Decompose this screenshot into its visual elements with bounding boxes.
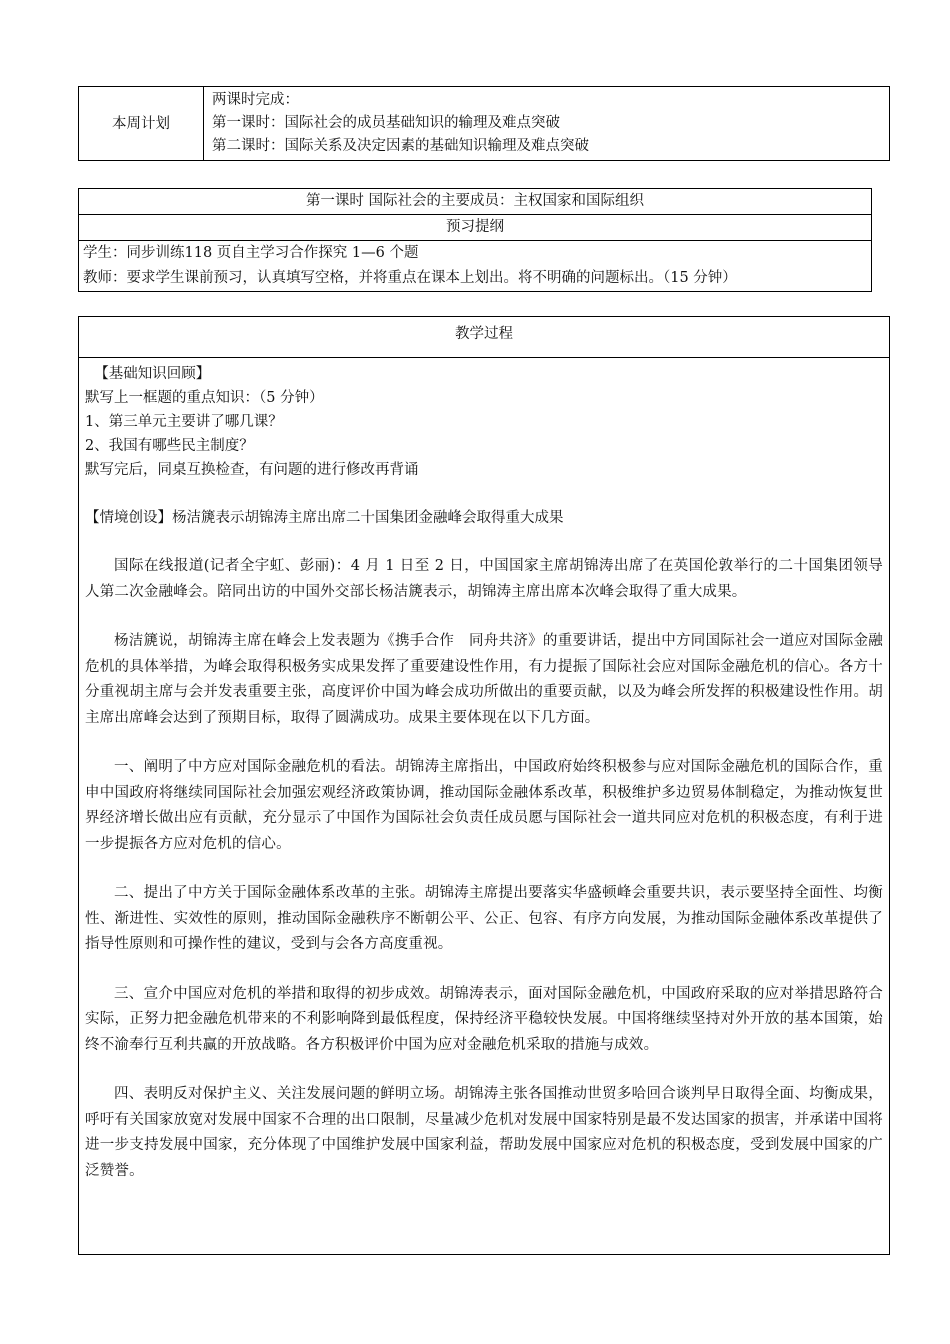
lesson-preview-table — [78, 188, 872, 292]
scenario-heading: 【情境创设】杨洁篪表示胡锦涛主席出席二十国集团金融峰会取得重大成果 — [85, 510, 564, 526]
article-paragraph: 四、表明反对保护主义、关注发展问题的鲜明立场。胡锦涛主张各国推动世贸多哈回合谈判早日取得全面、均衡成果，呼吁有关国家放宽对发展中国家不合理的出口限制，尽量减少危机对发展中国家特别是最不发达国家的损害，并承诺中国将进一步支持发展中国家，充分体现了中国维护发展中国家利益，帮助发展中国家应对危机的积极态度，受到发展中国家的广泛赞誉。 — [85, 1086, 883, 1179]
weekly-plan-table — [78, 86, 890, 161]
teaching-process-table — [78, 316, 890, 1255]
weekly-plan-body — [204, 87, 890, 161]
article-paragraph: 国际在线报道(记者全宇虹、彭丽)：4 月 1 日至 2 日，中国国家主席胡锦涛出席了在英国伦敦举行的二十国集团领导人第二次金融峰会。陪同出访的中国外交部长杨洁篪表示，胡锦涛主席出席本次峰会取得了重大成果。 — [85, 558, 883, 600]
plan-line: 两课时完成： — [212, 92, 299, 108]
review-line: 2、我国有哪些民主制度？ — [85, 438, 254, 454]
lesson-title: 第一课时 国际社会的主要成员：主权国家和国际组织 — [79, 189, 872, 215]
plan-line: 第二课时：国际关系及决定因素的基础知识输理及难点突破 — [212, 138, 589, 154]
teacher-instruction: 教师：要求学生课前预习，认真填写空格，并将重点在课本上划出。将不明确的问题标出。（15 分钟） — [83, 270, 737, 286]
article-paragraph: 三、宣介中国应对危机的举措和取得的初步成效。胡锦涛表示，面对国际金融危机，中国政府采取的应对举措思路符合实际，正努力把金融危机带来的不利影响降到最低程度，保持经济平稳较快发展。中国将继续坚持对外开放的基本国策，始终不渝奉行互利共赢的开放战略。各方积极评价中国为应对金融危机采取的措施与成效。 — [85, 985, 883, 1053]
student-instruction: 学生：同步训练118 页自主学习合作探究 1—6 个题 — [83, 245, 419, 261]
article-paragraph: 杨洁篪说，胡锦涛主席在峰会上发表题为《携手合作 同舟共济》的重要讲话，提出中方同国际社会一道应对国际金融危机的具体举措，为峰会取得积极务实成果发挥了重要建设性作用，有力提振了国际社会应对国际金融危机的信心。各方十分重视胡主席与会并发表重要主张，高度评价中国为峰会成功所做出的重要贡献，以及为峰会所发挥的积极建设性作用。胡主席出席峰会达到了预期目标，取得了圆满成功。成果主要体现在以下几方面。 — [85, 633, 883, 726]
review-title: 【基础知识回顾】 — [85, 366, 211, 382]
review-line: 1、第三单元主要讲了哪几课？ — [85, 414, 283, 430]
preview-outline-heading: 预习提纲 — [79, 215, 872, 241]
article-paragraph: 一、阐明了中方应对国际金融危机的看法。胡锦涛主席指出，中国政府始终积极参与应对国际金融危机的国际合作，重申中国政府将继续同国际社会加强宏观经济政策协调，推动国际金融体系改革，积极维护多边贸易体制稳定，为推动恢复世界经济增长做出应有贡献，充分显示了中国作为国际社会负责任成员愿与国际社会一道共同应对危机的积极态度，有利于进一步提振各方应对危机的信心。 — [85, 759, 883, 852]
weekly-plan-label: 本周计划 — [79, 87, 204, 161]
preview-instructions — [79, 241, 872, 292]
review-line: 默写上一框题的重点知识：（5 分钟） — [85, 390, 324, 406]
review-line: 默写完后，同桌互换检查，有问题的进行修改再背诵 — [85, 462, 419, 478]
teaching-process-content — [79, 358, 890, 1255]
teaching-process-heading: 教学过程 — [79, 317, 890, 358]
article-paragraph: 二、提出了中方关于国际金融体系改革的主张。胡锦涛主席提出要落实华盛顿峰会重要共识，表示要坚持全面性、均衡性、渐进性、实效性的原则，推动国际金融秩序不断朝公平、公正、包容、有序方向发展，为推动国际金融体系改革提供了指导性原则和可操作性的建议，受到与会各方高度重视。 — [85, 885, 883, 952]
plan-line: 第一课时：国际社会的成员基础知识的输理及难点突破 — [212, 115, 560, 131]
